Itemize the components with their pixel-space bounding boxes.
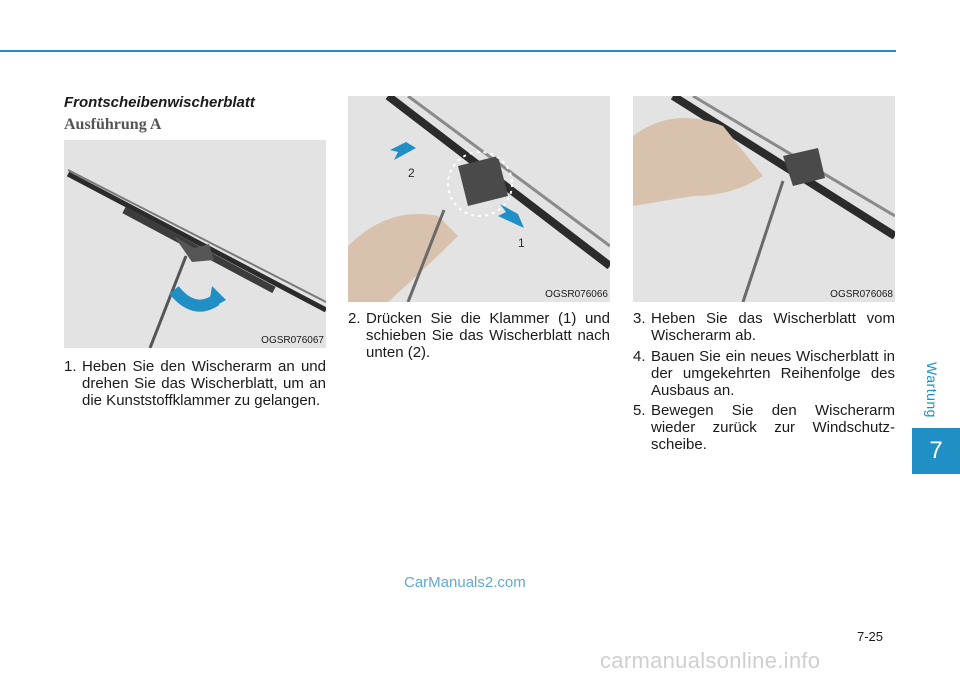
page-number: 7-25 <box>857 629 884 644</box>
step-5: 5. Bewegen Sie den Wischerarm wieder zurück zur Windschutzscheibe. <box>633 402 895 453</box>
step-3: 3. Heben Sie das Wischerblatt vom Wischerarm ab. <box>633 310 895 344</box>
chapter-label: Wartung <box>924 362 941 418</box>
figure-wiper-remove <box>633 96 895 302</box>
figure-code: OGSR076066 <box>545 289 608 300</box>
watermark-link[interactable]: CarManuals2.com <box>404 574 526 591</box>
step-2: 2. Drücken Sie die Klammer (1) und schieben Sie das Wischerblatt nach unten (2). <box>348 310 610 361</box>
figure-code: OGSR076067 <box>261 335 324 346</box>
chapter-number-tab: 7 <box>912 428 960 474</box>
figure-wiper-rotate <box>64 140 326 348</box>
step-4: 4. Bauen Sie ein neues Wischerblatt in der umgekehrten Reihenfolge des Ausbaus an. <box>633 348 895 399</box>
figure-code: OGSR076068 <box>830 289 893 300</box>
section-title: Frontscheibenwischerblatt <box>64 94 255 111</box>
wiper-blade-rotate-icon <box>64 140 326 348</box>
subsection-title: Ausführung A <box>64 116 162 133</box>
header-rule <box>0 50 896 52</box>
callout-2: 2 <box>408 166 415 180</box>
figure-wiper-clip-press <box>348 96 610 302</box>
callout-1: 1 <box>518 236 525 250</box>
footer-watermark: carmanualsonline.info <box>600 648 821 673</box>
wiper-clip-press-icon <box>348 96 610 302</box>
step-1: 1. Heben Sie den Wischerarm an und drehen Sie das Wischerblatt, um an die Kunststoffklammer zu gelangen. <box>64 358 326 409</box>
wiper-blade-remove-icon <box>633 96 895 302</box>
